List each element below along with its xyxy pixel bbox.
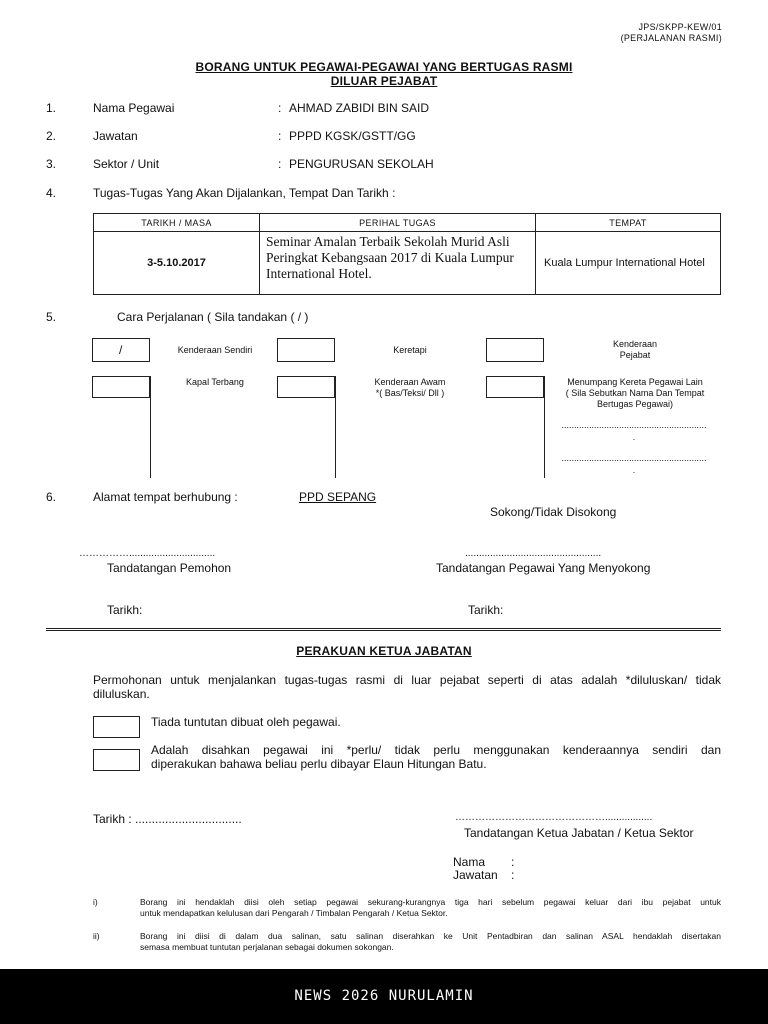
supporter-date-label: Tarikh: — [468, 603, 504, 617]
section-divider-2 — [46, 630, 721, 631]
ride-along-checkbox[interactable] — [486, 376, 544, 398]
check-mark: / — [119, 343, 123, 357]
head-signature-line: ………………………………………................. — [455, 812, 653, 823]
train-label: Keretapi — [393, 345, 427, 355]
note-2-number: ii) — [93, 931, 100, 941]
own-vehicle-checkbox[interactable] — [92, 338, 150, 362]
item-5-number: 5. — [46, 310, 57, 324]
item-2-number: 2. — [46, 129, 57, 143]
note-1-line-2: untuk mendapatkan kelulusan dari Pengarah / Timbalan Pengarah / Ketua Sektor. — [140, 908, 448, 918]
ride-along-label-2: ( Sila Sebutkan Nama Dan Tempat — [565, 388, 705, 398]
header-place: TEMPAT — [536, 214, 721, 232]
employee-name-value: AHMAD ZABIDI BIN SAID — [289, 101, 430, 115]
plane-box-line — [150, 376, 151, 478]
note-2-line-2: semasa membuat tuntutan perjalanan sebagai dokumen sokongan. — [140, 942, 394, 952]
footer-banner: NEWS 2026 NURULAMIN — [0, 969, 768, 1024]
address-label: Alamat tempat berhubung : — [93, 490, 238, 504]
mileage-label-1: Adalah disahkan pegawai ini *perlu/ tidak perlu menggunakan kenderaannya sendiri dan — [151, 743, 721, 757]
header-date: TARIKH / MASA — [94, 214, 260, 232]
ride-along-dot-2: . — [632, 465, 636, 475]
sector-value: PENGURUSAN SEKOLAH — [289, 157, 434, 171]
ride-along-dots-2[interactable]: .......................................................... — [561, 453, 707, 463]
ride-along-label-3: Bertugas Pegawai) — [596, 399, 674, 409]
item-3-label: Sektor / Unit — [93, 157, 160, 171]
public-box-line — [335, 376, 336, 478]
item-2-label: Jawatan — [93, 129, 138, 143]
head-position-colon: : — [511, 868, 515, 882]
item-3-colon: : — [278, 157, 282, 171]
head-position-label: Jawatan — [453, 868, 498, 882]
supporter-signature-label: Tandatangan Pegawai Yang Menyokong — [436, 561, 651, 575]
task-place: Kuala Lumpur International Hotel — [536, 232, 721, 295]
section-divider — [46, 628, 721, 629]
note-1-line-1: Borang ini hendaklah diisi oleh setiap pegawai sekurang-kurangnya tiga hari sebelum pegawai keluar dari ibu pejabat untuk — [140, 897, 721, 907]
public-vehicle-checkbox[interactable] — [277, 376, 335, 398]
public-vehicle-label-2: *( Bas/Teksi/ Dll ) — [375, 388, 445, 398]
task-description: Seminar Amalan Terbaik Sekolah Murid Asli Peringkat Kebangsaan 2017 di Kuala Lumpur International Hotel. — [260, 232, 536, 295]
note-1-number: i) — [93, 897, 98, 907]
mileage-label-2: diperakukan bahawa beliau perlu dibayar Elaun Hitungan Batu. — [151, 757, 487, 771]
header-task: PERIHAL TUGAS — [260, 214, 536, 232]
head-name-label: Nama — [453, 855, 486, 869]
address-value: PPD SEPANG — [299, 490, 377, 504]
item-4-label: Tugas-Tugas Yang Akan Dijalankan, Tempat Dan Tarikh : — [93, 186, 396, 200]
item-1-colon: : — [278, 101, 282, 115]
applicant-signature-label: Tandatangan Pemohon — [107, 561, 232, 575]
office-vehicle-checkbox[interactable] — [486, 338, 544, 362]
mileage-checkbox[interactable] — [93, 749, 140, 771]
task-table — [93, 213, 721, 295]
own-vehicle-label: Kenderaan Sendiri — [177, 345, 253, 355]
table-row — [94, 232, 721, 295]
item-6-number: 6. — [46, 490, 57, 504]
note-2-line-1: Borang ini diisi di dalam dua salinan, satu salinan diserahkan ke Unit Pentadbiran dan salinan ASAL hendaklah disertakan — [140, 931, 721, 941]
plane-label: Kapal Terbang — [186, 377, 244, 387]
item-4-number: 4. — [46, 186, 57, 200]
applicant-signature-line: ……………............................... — [79, 548, 216, 559]
plane-checkbox[interactable] — [92, 376, 150, 398]
form-reference — [621, 22, 722, 44]
no-claim-label: Tiada tuntutan dibuat oleh pegawai. — [151, 715, 341, 729]
public-vehicle-label-1: Kenderaan Awam — [374, 377, 446, 387]
head-name-colon: : — [511, 855, 515, 869]
item-1-label: Nama Pegawai — [93, 101, 175, 115]
item-2-colon: : — [278, 129, 282, 143]
office-vehicle-label-1: Kenderaan — [612, 339, 658, 349]
form-title-line1: BORANG UNTUK PEGAWAI-PEGAWAI YANG BERTUGAS RASMI — [195, 60, 573, 74]
certification-paragraph-1b: diluluskan. — [93, 687, 150, 701]
position-value: PPPD KGSK/GSTT/GG — [289, 129, 416, 143]
support-status: Sokong/Tidak Disokong — [490, 505, 617, 519]
item-3-number: 3. — [46, 157, 57, 171]
supporter-signature-line: ................................................. — [465, 548, 602, 559]
certification-title: PERAKUAN KETUA JABATAN — [296, 644, 472, 658]
task-table-header — [94, 214, 721, 232]
no-claim-checkbox[interactable] — [93, 716, 140, 738]
head-signature-label: Tandatangan Ketua Jabatan / Ketua Sektor — [464, 826, 694, 840]
applicant-date-label: Tarikh: — [107, 603, 143, 617]
ride-along-label-1: Menumpang Kereta Pegawai Lain — [567, 377, 703, 387]
form-code: JPS/SKPP-KEW/01 — [638, 22, 722, 32]
certification-paragraph-1: Permohonan untuk menjalankan tugas-tugas rasmi di luar pejabat seperti di atas adalah *diluluskan/ tidak — [93, 673, 721, 687]
form-title-line2: DILUAR PEJABAT — [330, 74, 438, 88]
item-1-number: 1. — [46, 101, 57, 115]
form-subcode: (PERJALANAN RASMI) — [620, 33, 722, 43]
ride-along-dot-1: . — [632, 432, 636, 442]
train-checkbox[interactable] — [277, 338, 335, 362]
head-date-field[interactable]: Tarikh : ................................ — [93, 812, 242, 826]
travel-label: Cara Perjalanan ( Sila tandakan ( / ) — [117, 310, 309, 324]
task-date: 3-5.10.2017 — [94, 232, 260, 295]
office-vehicle-label-2: Pejabat — [619, 350, 651, 360]
ride-box-line — [544, 376, 545, 478]
ride-along-dots-1[interactable]: .......................................................... — [561, 420, 707, 430]
